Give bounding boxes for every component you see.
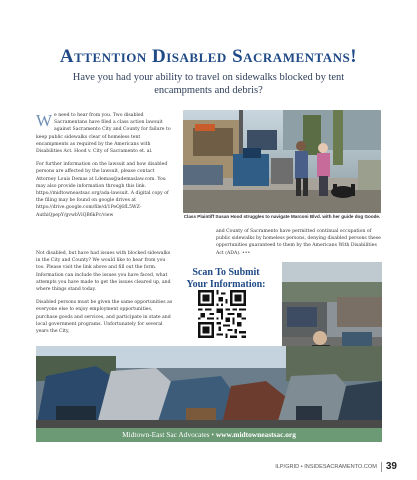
footer-divider [381,462,382,472]
page-subhead: Have you had your ability to travel on sidewalks blocked by tent encampments and debris? [72,72,345,96]
scan-to-submit-heading [176,267,276,291]
qr-code[interactable] [198,290,246,338]
right-column [216,228,382,257]
page-footer [275,461,397,472]
not-disabled-paragraph: Not disabled, but have had issues with blocked sidewalks in the City and County? We would like to hear from you too. Please visit the link above and fill out the form. Information can include the issues you have faced, what attempts you have made to get the issues cleared up, and where things stand today. [36,251,171,293]
intro-text: e need to hear from you. Two disabled Sacramentans have filed a class action lawsuit against Sacramento City and County for failure to keep public sidewalks clear of homeless tent encampments as required by the Americans with Disabilities Act. Hood v. City of Sacramento et. al. [36,113,171,155]
page-number: 39 [385,461,397,472]
photo-sidewalk-encampment [183,110,381,213]
footer-text: ILP/GRID • INSIDESACRAMENTO.COM [275,463,377,470]
left-column-lower [36,250,174,341]
continued-paragraph: and County of Sacramento have permitted continual occupation of public sidewalks by homeless persons, denying disabled persons these opportunities guaranteed to them by the Americans With Disabilities Act (ADA). ••• [216,229,381,256]
page-headline: Attention Disabled Sacramentans! [59,46,358,67]
contact-paragraph: For further information on the lawsuit and how disabled persons are affected by the lawsuit, please contact Attorney Louis Demas at Ldemas@ademaslaw.com. You may also provide information through this link. https://midtowneastsac.org/ada-lawsuit. A digital copy of the filing may be found on google drives at https://drive.google.com/file/d/1PeOj6fL5WZ-AuthiQpepY/gvwbViQB6kPc/view [36,162,169,218]
scan-line-1: Scan To Submit [192,267,260,278]
drop-cap: W [36,111,53,130]
advocates-banner [36,428,382,442]
rights-paragraph: Disabled persons must be given the same opportunities as everyone else to enjoy employment opportunities, purchase goods and services, and participate in state and local government programs. Unfortunately for several years the City, [36,300,173,335]
banner-org: Midtown-East Sac Advocates [122,430,210,439]
caption-top-photo: Class Plaintiff Susan Hood struggles to navigate Marconi Blvd. with her guide dog Goode. [183,214,381,219]
intro-paragraph [36,112,174,155]
scan-line-2: Your Information: [186,279,266,290]
photo-tent-encampment [36,346,382,428]
banner-url[interactable]: www.midtowneastsac.org [215,430,296,439]
left-column [36,112,174,225]
banner-bullet: • [211,430,216,439]
